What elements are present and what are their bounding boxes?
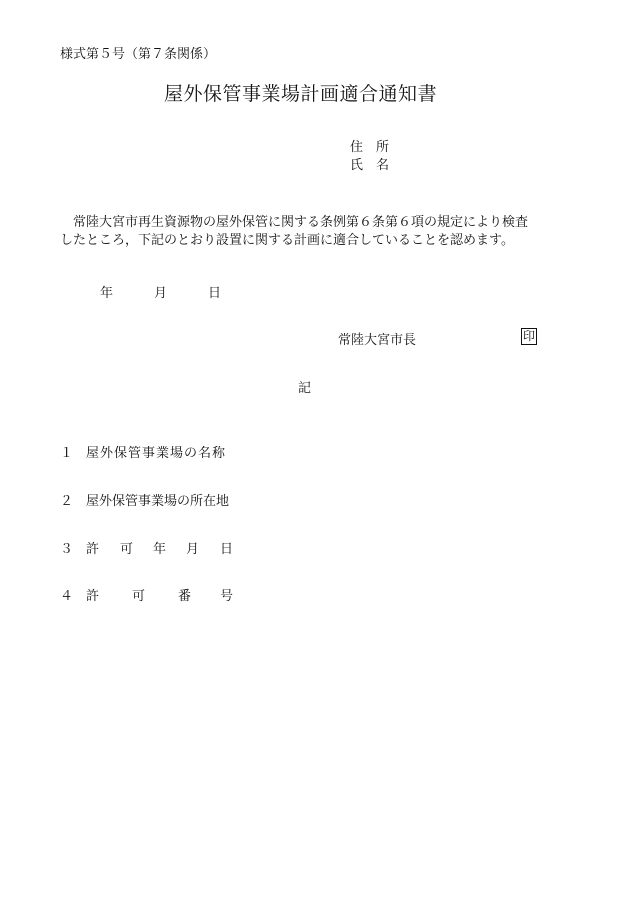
item-number: １ [60, 446, 74, 461]
item-part: 可 [132, 589, 146, 604]
item-part: 号 [220, 589, 234, 604]
item-number: ３ [60, 542, 74, 557]
address-label: 住 所 [350, 140, 390, 155]
item-part: 年 [153, 542, 167, 557]
body-text [60, 214, 560, 250]
item-part: 許 [86, 589, 100, 604]
date-month: 月 [154, 286, 168, 301]
name-label: 氏 名 [350, 158, 390, 173]
ki-label: 記 [298, 381, 312, 396]
item-part: 日 [220, 542, 234, 557]
item-3 [60, 538, 234, 557]
body-line-2: したところ，下記のとおり設置に関する計画に適合していることを認めます。 [60, 233, 514, 248]
item-1 [60, 442, 226, 461]
item-4 [60, 585, 234, 604]
item-label: 屋外保管事業場の名称 [86, 446, 227, 461]
form-number: 様式第５号（第７条関係） [60, 47, 217, 62]
body-line-1: 常陸大宮市再生資源物の屋外保管に関する条例第６条第６項の規定により検査 [73, 215, 529, 230]
item-number: ２ [60, 494, 74, 509]
item-2 [60, 490, 229, 509]
seal-mark: 印 [523, 329, 536, 343]
item-part: 許 [86, 542, 100, 557]
item-number: ４ [60, 589, 74, 604]
date-year: 年 [100, 286, 114, 301]
item-part: 月 [186, 542, 200, 557]
date-day: 日 [208, 286, 222, 301]
item-part: 可 [120, 542, 134, 557]
item-part: 番 [178, 589, 192, 604]
issuer-title: 常陸大宮市長 [338, 333, 417, 348]
item-label: 屋外保管事業場の所在地 [86, 494, 230, 509]
document-title: 屋外保管事業場計画適合通知書 [164, 83, 438, 105]
